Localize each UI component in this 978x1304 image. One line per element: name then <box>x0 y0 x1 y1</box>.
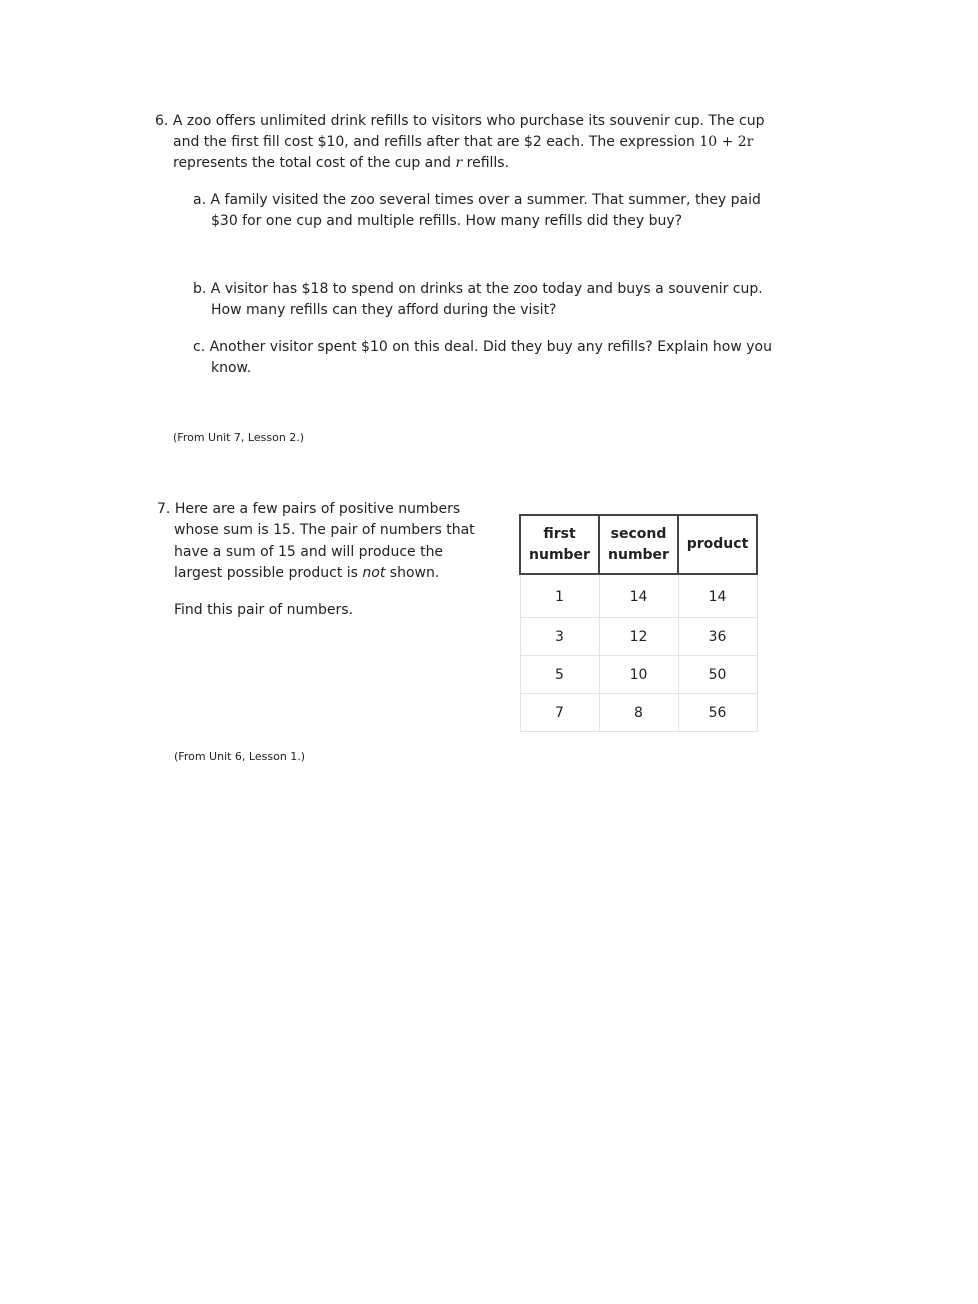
cost-expression: 10 + 2r <box>699 134 754 150</box>
cell-product: 50 <box>678 656 757 694</box>
cell-second: 10 <box>599 656 678 694</box>
table-header-row <box>520 515 757 574</box>
problem-7-source: (From Unit 6, Lesson 1.) <box>174 750 306 763</box>
problem-7-stem-line-3: have a sum of 15 and will produce the <box>174 544 444 560</box>
problem-6-line-2 <box>173 132 753 153</box>
table-row <box>520 618 757 656</box>
problem-6b-text-2: How many refills can they afford during the visit? <box>211 302 557 318</box>
problem-7-stem-line-1: Here are a few pairs of positive numbers <box>174 501 461 517</box>
problem-6-source: (From Unit 7, Lesson 2.) <box>173 431 305 444</box>
header-first-line-1: first <box>543 525 576 542</box>
problem-6-stem-line-1: A zoo offers unlimited drink refills to visitors who purchase its souvenir cup. The cup <box>172 113 765 129</box>
cell-second: 14 <box>599 574 678 618</box>
header-product-label: product <box>686 536 749 552</box>
cell-first: 1 <box>520 574 599 618</box>
table-row <box>520 694 757 732</box>
cell-product: 14 <box>678 574 757 618</box>
emphasis-not: not <box>362 565 386 581</box>
problem-6-stem-line-2: and the first fill cost $10, and refills after that are $2 each. The expression <box>173 134 700 150</box>
cell-product: 56 <box>678 694 757 732</box>
problem-6a-line-1 <box>193 190 761 211</box>
header-second-line-1: second <box>610 525 667 542</box>
cell-second: 12 <box>599 618 678 656</box>
header-second-number <box>599 515 678 574</box>
problem-6b-label: b. <box>193 281 207 297</box>
problem-7-stem-line-4-pre: largest possible product is <box>174 565 363 581</box>
problem-6-line-1 <box>155 111 764 132</box>
problem-6-stem-line-3-pre: represents the total cost of the cup and <box>173 155 456 171</box>
problem-6c-label: c. <box>193 339 206 355</box>
problem-6-stem-line-3-post: refills. <box>462 155 510 171</box>
cell-second: 8 <box>599 694 678 732</box>
problem-6a-label: a. <box>193 192 207 208</box>
problem-6a-text-1: A family visited the zoo several times over a summer. That summer, they paid <box>210 192 761 208</box>
table-row <box>520 656 757 694</box>
problem-6c-text-1: Another visitor spent $10 on this deal. Did they buy any refills? Explain how you <box>209 339 772 355</box>
problem-6c-line-1 <box>193 337 772 358</box>
problem-7-instruction: Find this pair of numbers. <box>174 602 354 618</box>
cell-product: 36 <box>678 618 757 656</box>
number-pairs-table <box>519 514 758 732</box>
header-first-number <box>520 515 599 574</box>
problem-6b-text-1: A visitor has $18 to spend on drinks at the zoo today and buys a souvenir cup. <box>210 281 763 297</box>
problem-7-number: 7. <box>157 501 171 517</box>
variable-r: r <box>455 155 463 171</box>
cell-first: 7 <box>520 694 599 732</box>
problem-7-line-1 <box>157 499 460 520</box>
header-second-line-2: number <box>608 546 669 563</box>
problem-6b-line-1 <box>193 279 763 300</box>
problem-6-number: 6. <box>155 113 169 129</box>
problem-6a-text-2: $30 for one cup and multiple refills. How many refills did they buy? <box>211 213 683 229</box>
problem-7-stem-line-4-post: shown. <box>385 565 440 581</box>
header-product <box>678 515 757 574</box>
problem-6-line-3 <box>173 153 509 174</box>
cell-first: 3 <box>520 618 599 656</box>
table-row <box>520 574 757 618</box>
cell-first: 5 <box>520 656 599 694</box>
problem-6c-text-2: know. <box>211 360 252 376</box>
header-first-line-2: number <box>529 546 590 563</box>
problem-7-stem-line-2: whose sum is 15. The pair of numbers that <box>174 522 475 538</box>
problem-7-line-4 <box>174 563 439 584</box>
